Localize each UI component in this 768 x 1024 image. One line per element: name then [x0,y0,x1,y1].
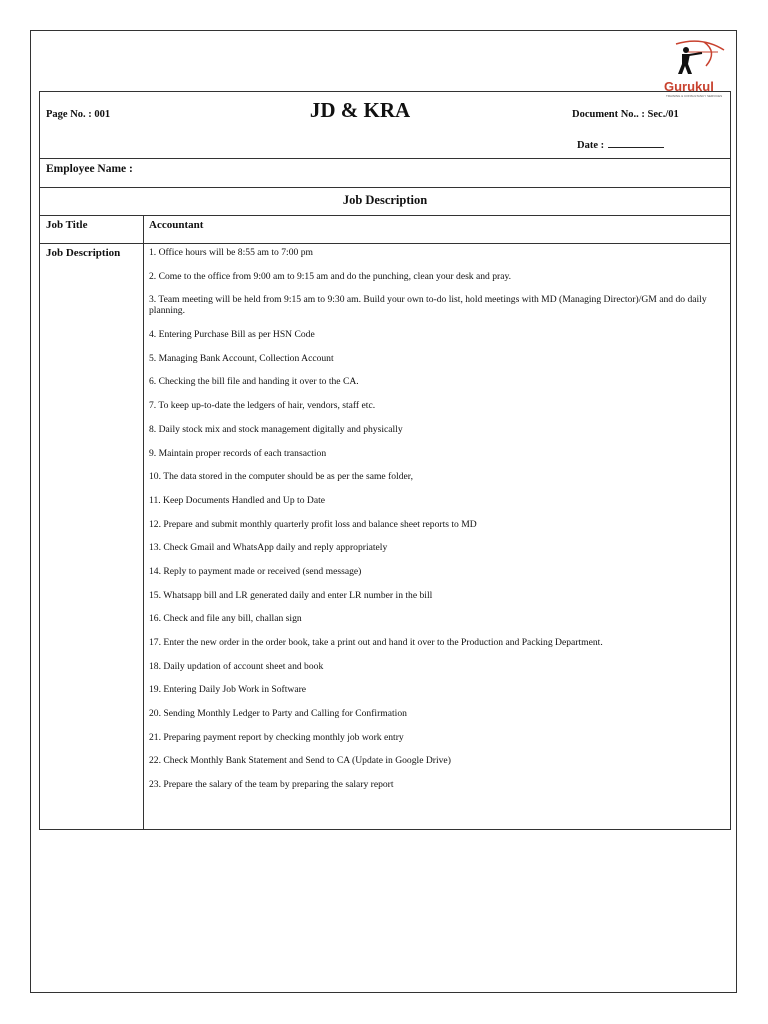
logo-text: Gurukul [664,79,714,94]
document-number: Document No.. : Sec./01 [572,109,679,120]
duty-item: 11. Keep Documents Handled and Up to Date [149,494,326,506]
job-title-row [40,216,730,244]
job-description-row [40,244,730,829]
employee-name-row [40,159,730,188]
archer-icon [662,38,732,98]
duty-item: 18. Daily updation of account sheet and book [149,660,324,672]
gurukul-logo [662,38,732,98]
job-title-label: Job Title [40,216,144,243]
duty-item: 8. Daily stock mix and stock management digitally and physically [149,423,403,435]
duty-list [149,247,725,790]
duty-item: 20. Sending Monthly Ledger to Party and Calling for Confirmation [149,708,407,720]
employee-name-label: Employee Name : [46,163,133,175]
duty-item: 19. Entering Daily Job Work in Software [149,684,307,696]
duty-item: 6. Checking the bill file and handing it over to the CA. [149,376,359,388]
duty-item: 12. Prepare and submit monthly quarterly profit loss and balance sheet reports to MD [149,518,477,530]
duty-item: 17. Enter the new order in the order book, take a print out and hand it over to the Production and Packing Department. [149,637,603,648]
job-description-content [144,244,730,829]
duty-item: 3. Team meeting will be held from 9:15 am to 9:30 am. Build your own to-do list, hold meetings with MD (Managing Director)/GM and do daily planning. [149,294,707,317]
duty-item: 16. Check and file any bill, challan sign [149,613,302,625]
logo-tagline: TRAINING & CONSULTANCY SERVICES [666,94,723,98]
duty-item: 1. Office hours will be 8:55 am to 7:00 pm [149,247,313,258]
duty-item: 10. The data stored in the computer should be as per the same folder, [149,471,413,483]
date-label: Date : [577,140,605,151]
job-title-value: Accountant [149,219,204,231]
jd-kra-table [39,91,731,830]
document-title: JD & KRA [309,98,411,122]
section-title: Job Description [40,188,730,216]
duty-item: 21. Preparing payment report by checking monthly job work entry [149,731,404,743]
duty-item: 9. Maintain proper records of each transaction [149,447,327,459]
duty-item: 22. Check Monthly Bank Statement and Send to CA (Update in Google Drive) [149,755,451,767]
duty-item: 4. Entering Purchase Bill as per HSN Code [149,329,315,341]
date-blank-line [608,137,664,148]
duty-item: 2. Come to the office from 9:00 am to 9:15 am and do the punching, clean your desk and pray. [149,270,512,282]
duty-item: 15. Whatsapp bill and LR generated daily and enter LR number in the bill [149,589,433,601]
duty-item: 7. To keep up-to-date the ledgers of hair, vendors, staff etc. [149,400,376,412]
duty-item: 5. Managing Bank Account, Collection Account [149,352,334,364]
duty-item: 13. Check Gmail and WhatsApp daily and reply appropriately [149,542,388,554]
job-description-label: Job Description [40,244,144,829]
duty-item: 14. Reply to payment made or received (send message) [149,565,362,577]
date-field [577,137,664,151]
header-row [40,92,730,159]
duty-item: 23. Prepare the salary of the team by preparing the salary report [149,779,394,791]
page-number: Page No. : 001 [46,109,111,120]
